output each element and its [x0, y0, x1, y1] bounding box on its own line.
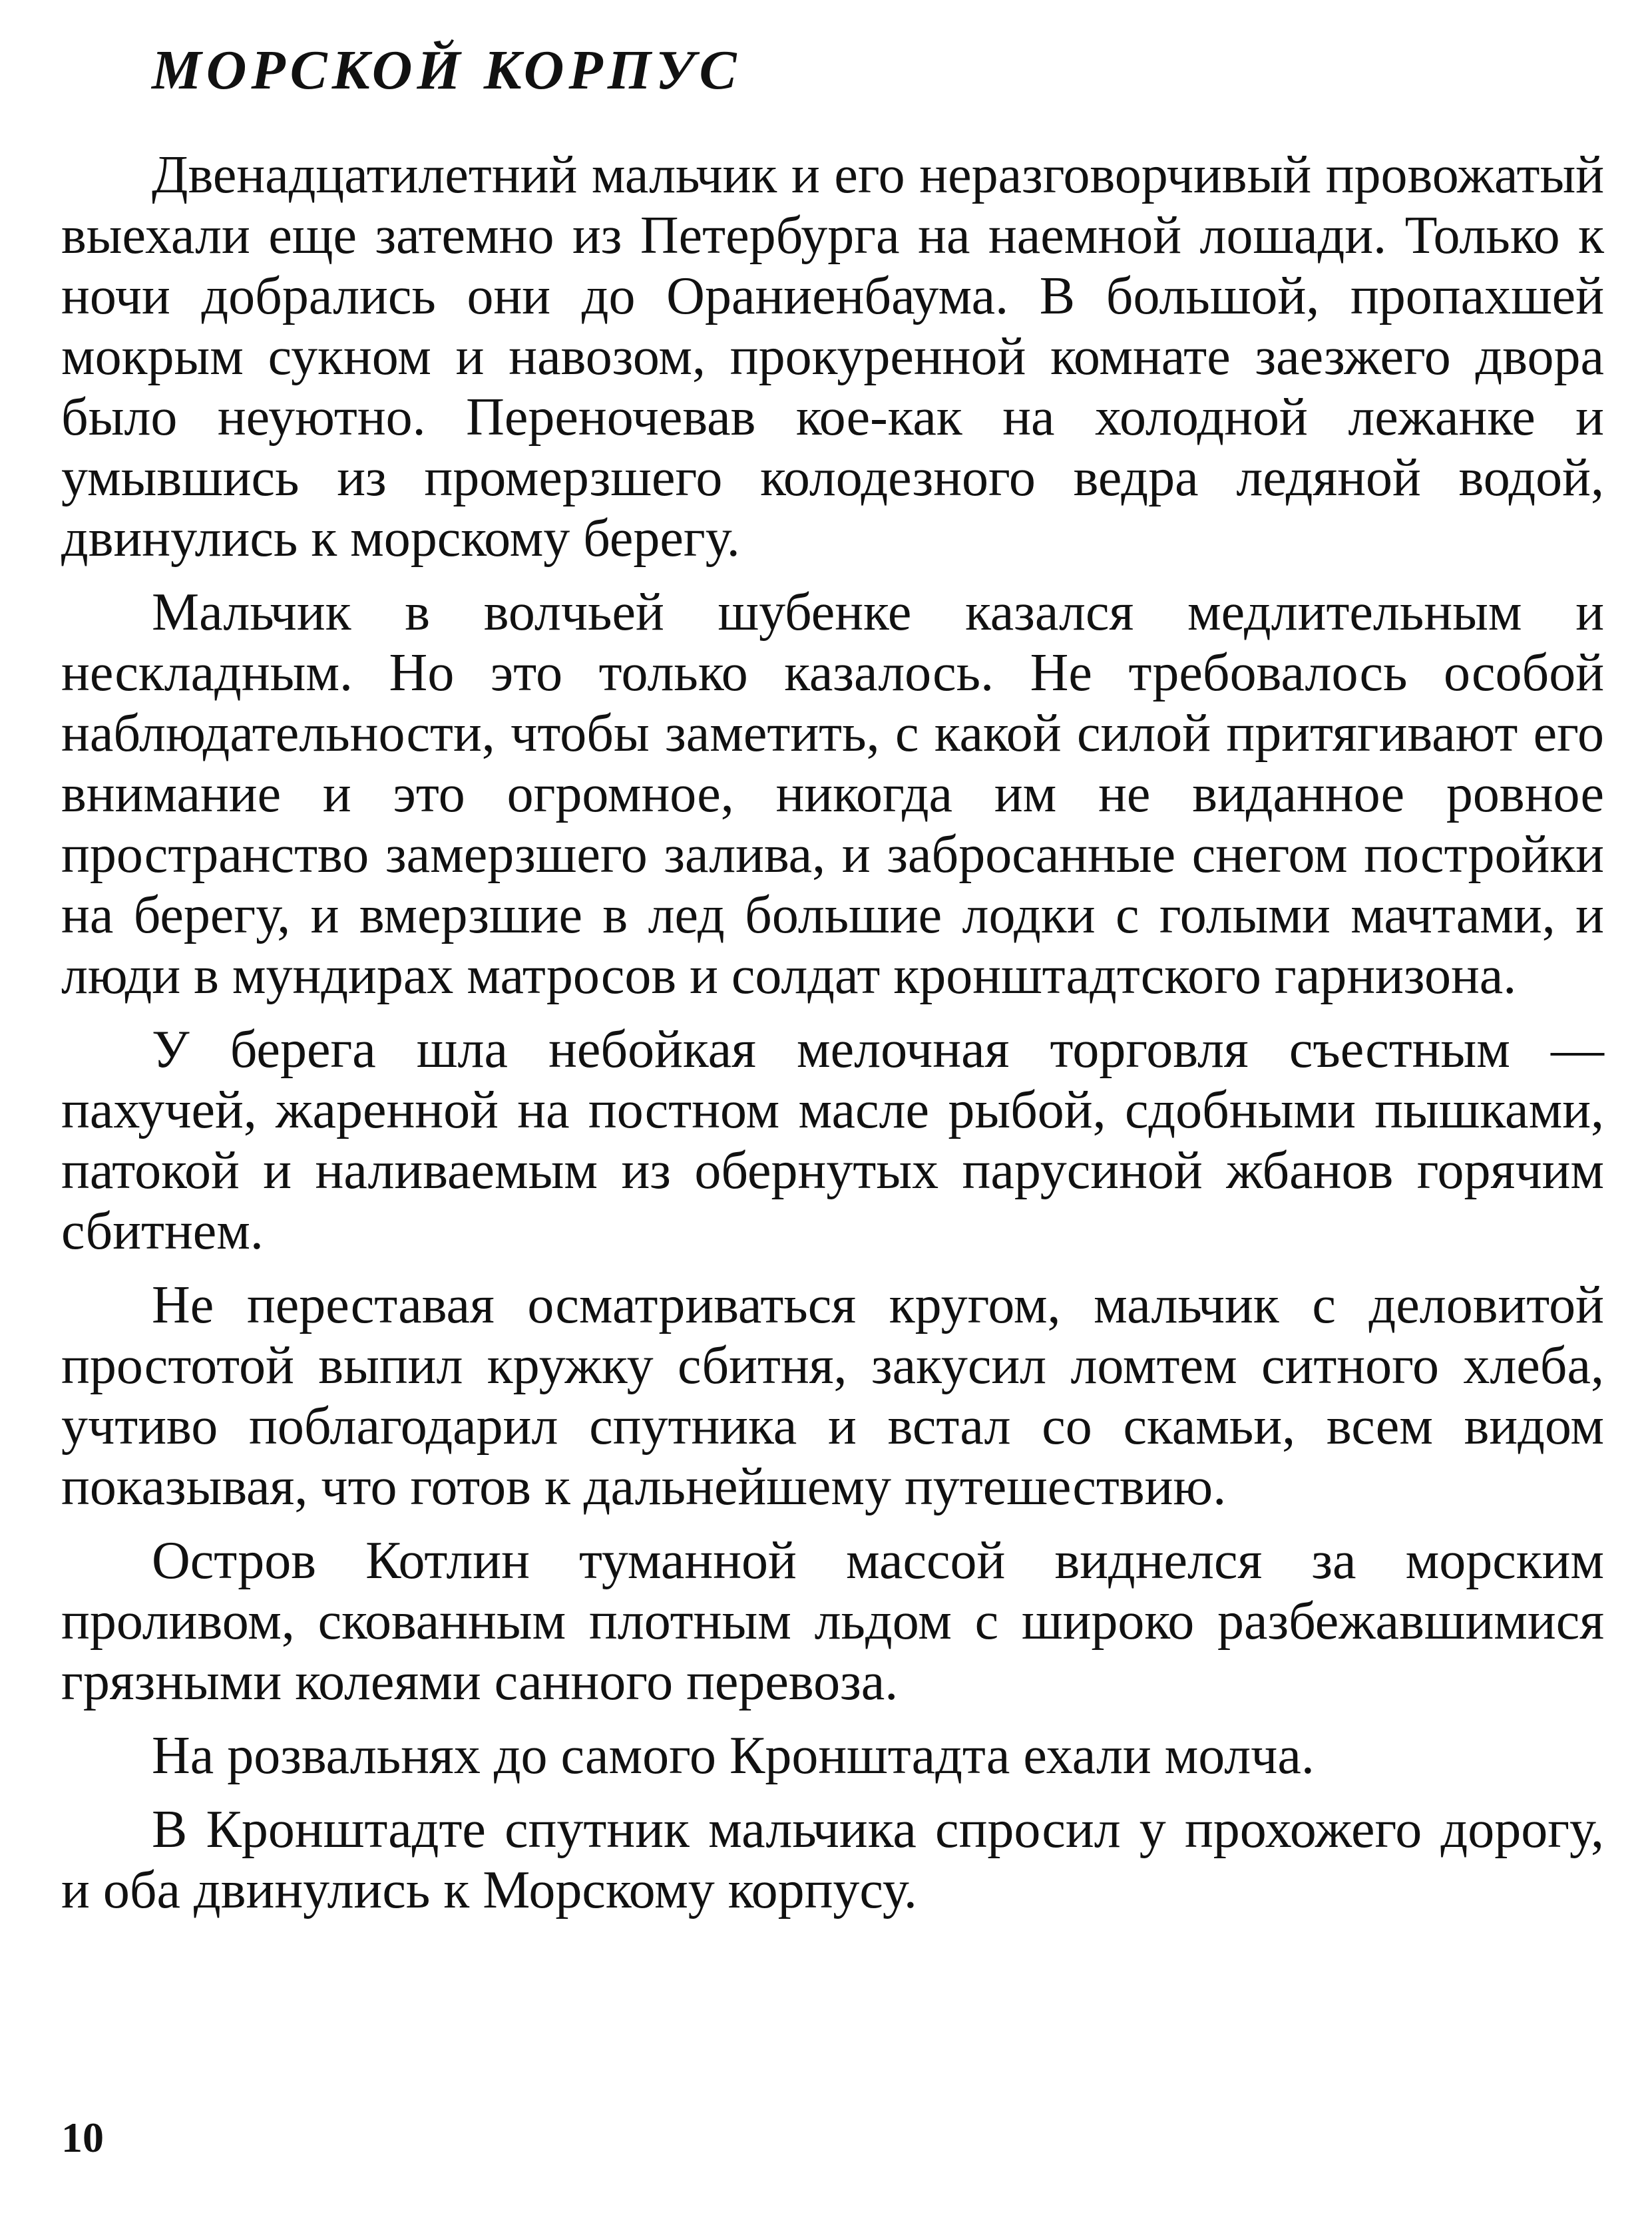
paragraph-1: Двенадцатилетний мальчик и его неразговорчивый провожатый выехали еще затемно из Петербурга на наемной лошади. Только к ночи добрались они до Ораниенбаума. В большой, пропахшей мокрым сукном и навозом, прокуренной комнате заезжего двора было неуютно. Переночевав кое-как на холодной лежанке и умывшись из промерзшего колодезного ведра ледяной водой, двинулись к морскому берегу. [61, 146, 1604, 568]
chapter-title: МОРСКОЙ КОРПУС [152, 39, 741, 101]
paragraph-6: На розвальнях до самого Кронштадта ехали молча. [152, 1726, 1315, 1786]
paragraph-2: Мальчик в волчьей шубенке казался медлительным и нескладным. Но это только казалось. Не требовалось особой наблюдательности, чтобы заметить, с какой силой притягивают его внимание и это огромное, никогда им не виданное ровное пространство замерзшего залива, и заброcанные снегом постройки на берегу, и вмерзшие в лед большие лодки с голыми мачтами, и люди в мундирах матросов и солдат кронштадтского гарнизона. [61, 583, 1604, 1006]
paragraph-5: Остров Котлин туманной массой виднелся за морским проливом, скованным плотным льдом с широко разбежавшимися грязными колеями санного перевоза. [61, 1531, 1604, 1712]
paragraph-7: В Кронштадте спутник мальчика спросил у прохожего дорогу, и оба двинулись к Морскому корпусу. [61, 1800, 1604, 1920]
page-number: 10 [61, 2114, 104, 2161]
paragraph-4: Не переставая осматриваться кругом, мальчик с деловитой простотой выпил кружку сбитня, закусил ломтем ситного хлеба, учтиво поблагодарил спутника и встал со скамьи, всем видом показывая, что готов к дальнейшему путешествию. [61, 1276, 1604, 1517]
body-text [61, 145, 1604, 1921]
paragraph-3: У берега шла небойкая мелочная торговля съестным — пахучей, жаренной на постном масле рыбой, сдобными пышками, патокой и наливаемым из обернутых парусиной жбанов горячим сбитнем. [61, 1020, 1604, 1261]
book-page [61, 40, 1604, 1934]
